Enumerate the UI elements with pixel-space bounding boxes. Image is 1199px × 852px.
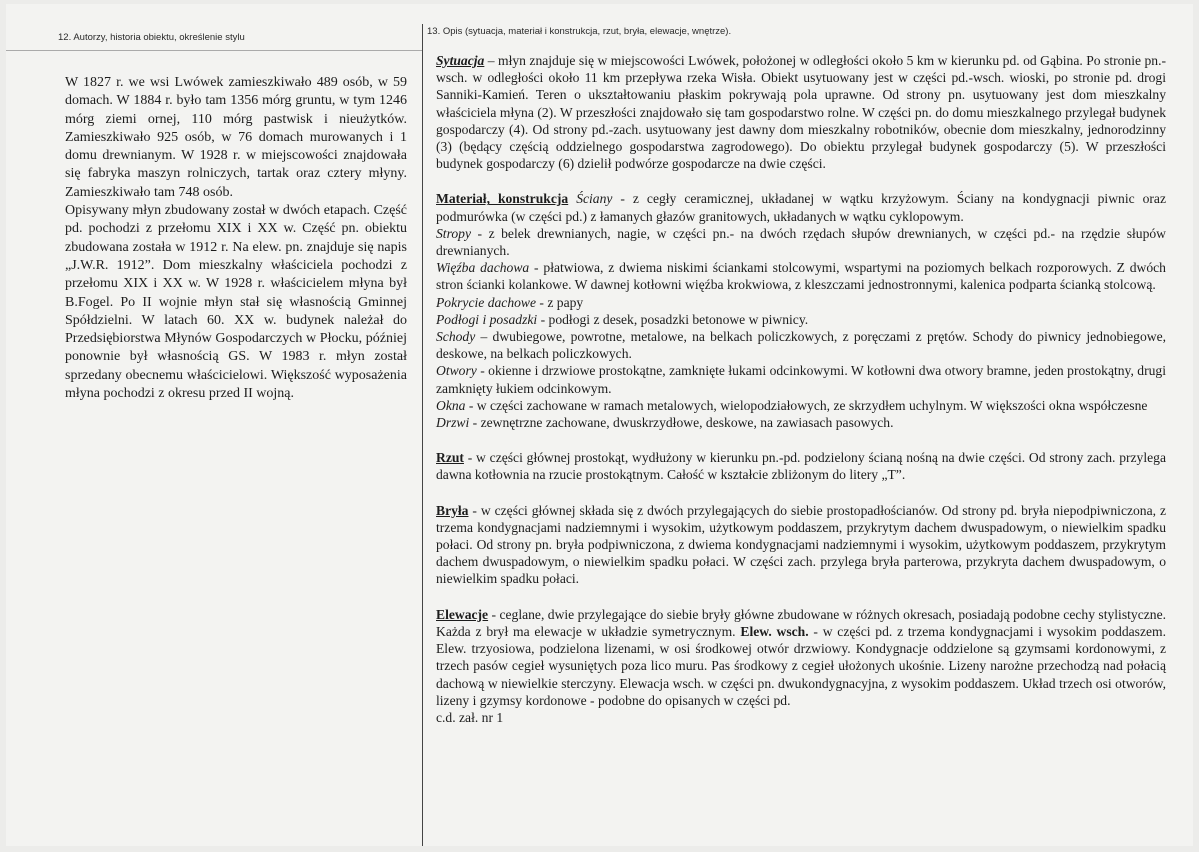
schody-item <box>436 328 1166 362</box>
wiezba-text: - płatwiowa, z dwiema niskimi ściankami stolcowymi, wspartymi na poziomych belkach rozporowych. Z dwóch stron ścianki kolankowe. W dawnej kotłowni więźba krokwiowa, z kleszczami jednostronnymi, kalenica podparta ścianką stolcową. <box>436 260 1166 293</box>
schody-text: – dwubiegowe, powrotne, metalowe, na belkach policzkowych, z poręczami z prętów. Schody do piwnicy jednobiegowe, deskowe, na belkach policzkowych. <box>436 329 1166 362</box>
column-divider <box>422 24 423 846</box>
okna-label: Okna <box>436 397 466 413</box>
elew-wsch-label: Elew. wsch. <box>740 623 809 639</box>
stropy-label: Stropy <box>436 225 471 241</box>
podlogi-label: Podłogi i posadzki <box>436 311 538 327</box>
history-paragraph: Opisywany młyn zbudowany został w dwóch etapach. Część pd. pochodzi z przełomu XIX i XX w. Część pn. obiektu zbudowana została w 1912 r. Na elew. pn. znajduje się napis „J.W.R. 1912”. Dom mieszkalny właściciela pochodzi z przełomu XIX i XX w. W 1928 r. właścicielem młyna był B.Fogel. Po II wojnie młyn stał się własnością Gminnej Spółdzielni. W latach 60. XX w. budynek należał do Przedsiębiorstwa Młynów Gospodarczych w Płocku, później ponownie był własnością GS. W 1983 r. młyn został sprzedany obecnemu właścicielowi. Większość wyposażenia młyna pochodzi z okresu przed II wojną. <box>65 203 407 402</box>
elewacje-section <box>436 606 1166 709</box>
section-12-header: 12. Autorzy, historia obiektu, określenie stylu <box>58 32 245 43</box>
bryla-text: - w części głównej składa się z dwóch przylegających do siebie prostopadłościanów. Od strony pd. bryła niepodpiwniczona, z trzema kondygnacjami nadziemnymi i wysokim, użytkowym poddaszem, przykrytym dachem dwuspadowym, o niewielkim spadku połaci. Od strony pn. bryła podpiwniczona, z dwiema kondygnacjami nadziemnymi i wysokim, użytkowym poddaszem, przykrytym dachem dwuspadowym, o niewielkim spadku połaci. W części zach. przylega bryła parterowa, przykryta dachem dwuspadowym, o niewielkim spadku połaci. <box>436 502 1166 587</box>
header-rule <box>6 50 422 51</box>
podlogi-item <box>436 311 1166 328</box>
sciany-text: - z cegły ceramicznej, układanej w wątku krzyżowym. Ściany na kondygnacji piwnic oraz podmurówka (w części pd.) z łamanych głazów granitowych, układanych w wątku cyklopowym. <box>436 191 1166 224</box>
sytuacja-section <box>436 52 1166 172</box>
sciany-label: Ściany <box>576 191 613 207</box>
otwory-item <box>436 362 1166 396</box>
podlogi-text: - podłogi z desek, posadzki betonowe w piwnicy. <box>537 311 809 327</box>
bryla-section <box>436 502 1166 588</box>
continuation-note: c.d. zał. nr 1 <box>436 709 504 725</box>
section-13-header: 13. Opis (sytuacja, materiał i konstrukcja, rzut, bryła, elewacje, wnętrze). <box>427 26 732 37</box>
stropy-item <box>436 225 1166 259</box>
description-column <box>436 52 1166 726</box>
wiezba-label: Więźba dachowa <box>436 260 530 276</box>
bryla-heading: Bryła <box>436 502 469 518</box>
material-section <box>436 190 1166 224</box>
drzwi-text: - zewnętrzne zachowane, dwuskrzydłowe, deskowe, na zawiasach pasowych. <box>469 415 894 431</box>
stropy-text: - z belek drewnianych, nagie, w części pn.- na dwóch rzędach słupów drewnianych, w części pd.- na rzędzie słupów drewnianych. <box>436 225 1166 259</box>
drzwi-label: Drzwi <box>436 415 470 431</box>
pokrycie-label: Pokrycie dachowe <box>436 294 537 310</box>
sytuacja-heading: Sytuacja <box>436 53 485 68</box>
otwory-label: Otwory <box>436 363 477 379</box>
okna-item <box>436 397 1166 414</box>
history-column <box>65 74 407 403</box>
elewacje-text-2: - w części pd. z trzema kondygnacjami i wysokim poddaszem. Elew. trzyosiowa, podzielona lizenami, w osi środkowej otwór drzwiowy. Kondygnacje oddzielone są gzymsami kordonowymi, z trzech pasów cegieł wysuniętych poza lico muru. Pas środkowy z cegieł ułożonych ukośnie. Lizeny narożne przechodzą nad połacią dachową w niewielkie sterczyny. Elewacja wsch. w części pn. dwukondygnacyjna, z wysokim poddaszem. Układ trzech osi otworów, lizeny i gzymsy kordonowe - podobne do opisanych w części pd. <box>436 623 1166 708</box>
otwory-text: - okienne i drzwiowe prostokątne, zamknięte łukami odcinkowymi. W kotłowni dwa otwory bramne, jeden prostokątny, drugi zamknięty łukiem odcinkowym. <box>436 363 1166 396</box>
rzut-section <box>436 449 1166 483</box>
document-page <box>6 4 1193 846</box>
pokrycie-text: - z papy <box>536 294 584 310</box>
sytuacja-text: – młyn znajduje się w miejscowości Lwówek, położonej w odległości około 5 km w kierunku pd. od Gąbina. Po stronie pn.-wsch. w odległości około 11 km przepływa rzeka Wisła. Obiekt usytuowany jest w części pd.-wsch. wioski, po stronie pd. drogi Sanniki-Kamień. Teren o ukształtowaniu płaskim pokrywają pola uprawne. Od strony pn. usytuowany jest dom mieszkalny właściciela młyna (2). W przeszłości znajdowało się tam gospodarstwo rolne. W części pn. do domu mieszkalnego przylegał budynek gospodarczy (4). Od strony pd.-zach. usytuowany jest dawny dom mieszkalny robotników, obecnie dom mieszkalny, jednorodzinny (3) (będący częścią oddzielnego gospodarstwa zagrodowego). Do obiektu przylegał budynek gospodarczy (5). W przeszłości budynek gospodarczy (6) dzielił podwórze gospodarcze na dwie części. <box>436 53 1166 172</box>
elewacje-heading: Elewacje <box>436 606 489 622</box>
okna-text: - w części zachowane w ramach metalowych, wielopodziałowych, ze skrzydłem uchylnym. W większości okna współczesne <box>465 397 1148 413</box>
history-paragraph: W 1827 r. we wsi Lwówek zamieszkiwało 489 osób, w 59 domach. W 1884 r. było tam 1356 mórg gruntu, w tym 1246 mórg ziemi ornej, 110 mórg pastwisk i nieużytków. Zamieszkiwało 925 osób, w 76 domach murowanych i 1 domu drewnianym. W 1928 r. w miejscowości znajdowała się fabryka maszyn rolniczych, tartak oraz cztery młyny. Zamieszkiwało tam 748 osób. <box>65 75 407 200</box>
material-heading: Materiał, konstrukcja <box>436 191 569 207</box>
schody-label: Schody <box>436 329 476 345</box>
pokrycie-item <box>436 294 1166 311</box>
drzwi-item <box>436 414 1166 431</box>
elewacje-text-1: - ceglane, dwie przylegające do siebie bryły główne zbudowane w różnych okresach, posiadają podobne cechy stylistyczne. Każda z brył ma elewacje w układzie symetrycznym. <box>436 606 1166 639</box>
rzut-heading: Rzut <box>436 450 464 466</box>
wiezba-item <box>436 259 1166 293</box>
rzut-text: - w części głównej prostokąt, wydłużony w kierunku pn.-pd. podzielony ścianą nośną na dwie części. Od strony zach. przylega dawna kotłownia na rzucie prostokątnym. Całość w kształcie zbliżonym do litery „T”. <box>436 450 1166 483</box>
